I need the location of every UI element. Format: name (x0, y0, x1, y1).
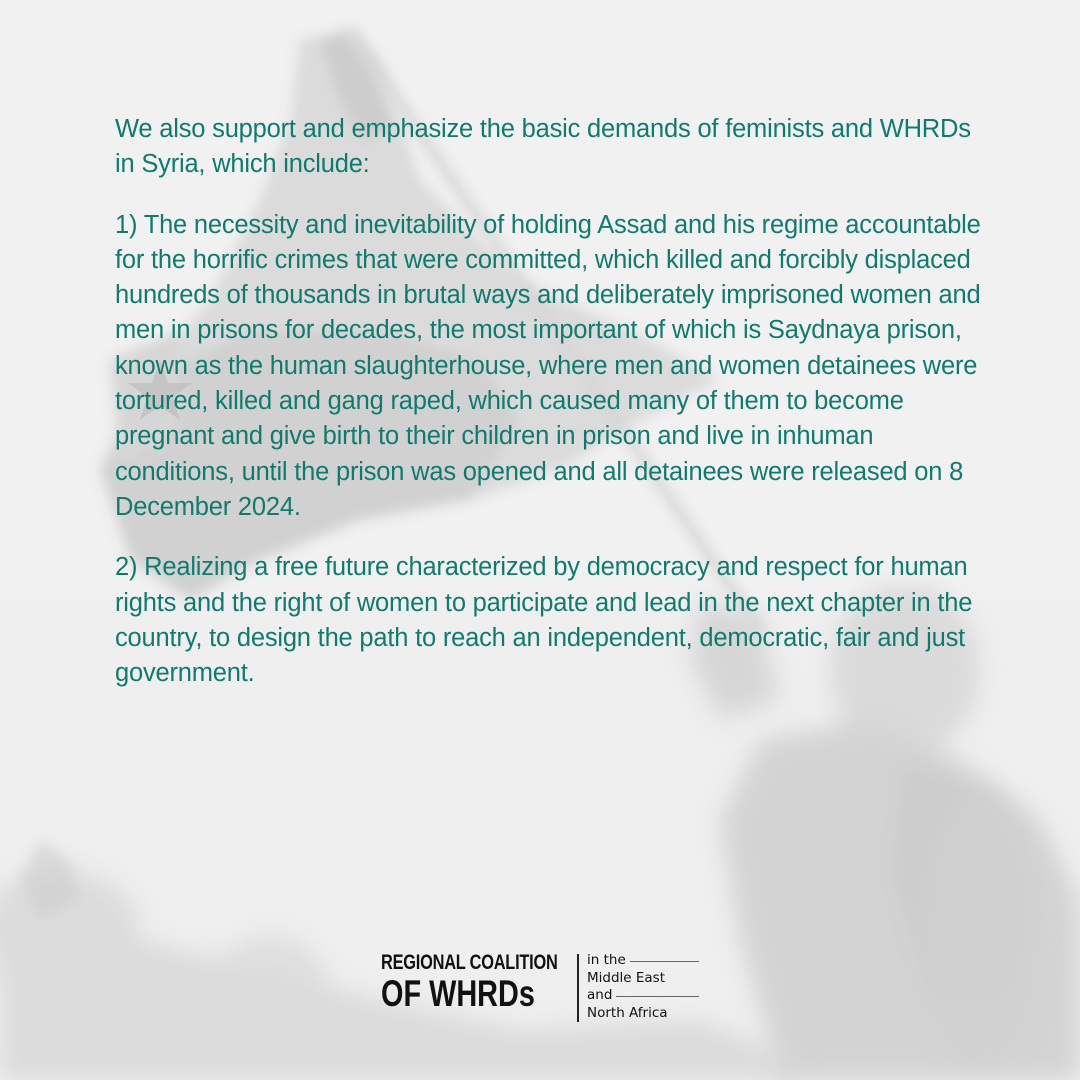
logo-divider (577, 954, 579, 1022)
coalition-logo (381, 951, 668, 1021)
logo-rule (630, 961, 699, 962)
logo-line-regional-coalition: REGIONAL COALITION (381, 951, 558, 974)
logo-line-of-whrds: OF WHRDs (381, 973, 535, 1014)
logo-rule (616, 996, 699, 997)
intro-paragraph: We also support and emphasize the basic demands of feminists and WHRDs in Syria, which include: (115, 115, 971, 179)
logo-wordmark (381, 952, 621, 1014)
logo-region-text (587, 952, 699, 1022)
logo-sub-north-africa: North Africa (587, 1004, 668, 1021)
statement-text (115, 112, 995, 716)
demand-2-paragraph: 2) Realizing a free future characterized by democracy and respect for human rights and the right of women to participate and lead in the next chapter in the country, to design the path to reach an independent, democratic, fair and just government. (115, 553, 973, 688)
logo-sub-in-the: in the (587, 952, 626, 968)
logo-sub-middle-east: Middle East (587, 969, 666, 986)
demand-1-paragraph: 1) The necessity and inevitability of holding Assad and his regime accountable for the horrific crimes that were committed, which killed and forcibly displaced hundreds of thousands in brutal ways and deliberately imprisoned women and men in prisons for decades, the most important of which is Saydnaya prison, known as the human slaughterhouse, where men and women detainees were tortured, killed and gang raped, which caused many of them to become pregnant and give birth to their children in prison and live in inhuman conditions, until the prison was opened and all detainees were released on 8 December 2024. (115, 210, 981, 521)
logo-sub-and: and (587, 987, 613, 1003)
